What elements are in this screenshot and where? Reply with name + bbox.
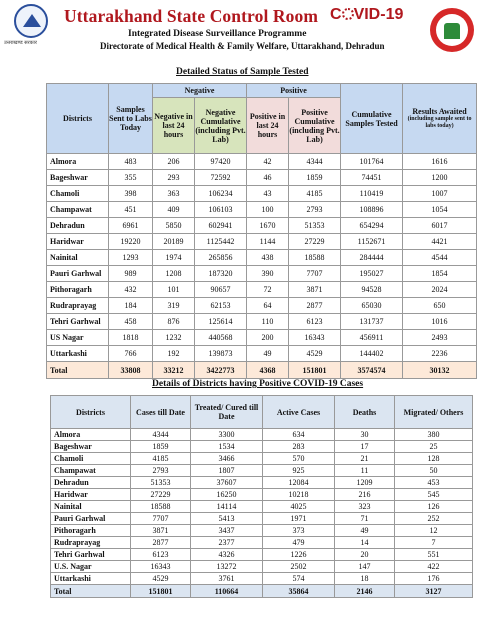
value-cell: 100 [247,202,289,218]
table-row [47,346,477,362]
value-cell: 12084 [263,477,335,489]
value-cell: 634 [263,429,335,441]
total-label: Total [51,585,131,598]
value-cell: 2877 [131,537,191,549]
value-cell: 252 [395,513,473,525]
value-cell: 2377 [191,537,263,549]
national-health-mission-logo-icon [430,8,474,52]
value-cell: 1152671 [341,234,403,250]
value-cell: 1016 [403,314,477,330]
table-row [47,234,477,250]
table-row [51,453,473,465]
value-cell: 1974 [153,250,195,266]
value-cell: 5850 [153,218,195,234]
value-cell: 6017 [403,218,477,234]
value-cell: 925 [263,465,335,477]
table-row [51,501,473,513]
table-row [47,314,477,330]
value-cell: 128 [395,453,473,465]
total-value: 151801 [131,585,191,598]
value-cell: 4421 [403,234,477,250]
district-cell: Almora [51,429,131,441]
col-header-positive-cumulative: Positive Cumulative (including Pvt. Lab) [289,98,341,154]
table-row [47,218,477,234]
district-cell: Champawat [51,465,131,477]
value-cell: 458 [109,314,153,330]
virus-icon [342,8,354,20]
value-cell: 1226 [263,549,335,561]
value-cell: 1818 [109,330,153,346]
value-cell: 545 [395,489,473,501]
district-cell: Haridwar [47,234,109,250]
value-cell: 49 [247,346,289,362]
district-cell: Chamoli [51,453,131,465]
value-cell: 64 [247,298,289,314]
total-value: 110664 [191,585,263,598]
value-cell: 1859 [131,441,191,453]
col-header-districts: Districts [51,396,131,429]
value-cell: 216 [335,489,395,501]
value-cell: 192 [153,346,195,362]
district-cell: Tehri Garhwal [47,314,109,330]
total-value: 35864 [263,585,335,598]
value-cell: 4344 [131,429,191,441]
total-value: 33212 [153,362,195,379]
value-cell: 1200 [403,170,477,186]
value-cell: 14114 [191,501,263,513]
value-cell: 62153 [195,298,247,314]
value-cell: 1807 [191,465,263,477]
value-cell: 373 [263,525,335,537]
value-cell: 18588 [131,501,191,513]
table-row [47,202,477,218]
value-cell: 18588 [289,250,341,266]
group-header-positive: Positive [247,84,341,98]
total-value: 4368 [247,362,289,379]
value-cell: 1007 [403,186,477,202]
district-cell: Tehri Garhwal [51,549,131,561]
table-row [51,573,473,585]
table-row [47,170,477,186]
value-cell: 6961 [109,218,153,234]
district-cell: Dehradun [51,477,131,489]
value-cell: 72 [247,282,289,298]
district-cell: Pithoragarh [47,282,109,298]
total-value: 151801 [289,362,341,379]
table-row [51,465,473,477]
value-cell: 422 [395,561,473,573]
value-cell: 20189 [153,234,195,250]
value-cell: 71 [335,513,395,525]
value-cell: 7707 [131,513,191,525]
col-header-deaths: Deaths [335,396,395,429]
table-row [51,549,473,561]
value-cell: 139873 [195,346,247,362]
district-cell: US Nagar [47,330,109,346]
value-cell: 1971 [263,513,335,525]
value-cell: 94528 [341,282,403,298]
value-cell: 4544 [403,250,477,266]
samples-tested-table [46,83,477,379]
uttarakhand-emblem-icon [14,4,48,38]
value-cell: 355 [109,170,153,186]
value-cell: 144402 [341,346,403,362]
value-cell: 1232 [153,330,195,346]
col-header-negative-24h: Negative in last 24 hours [153,98,195,154]
value-cell: 10218 [263,489,335,501]
emblem-caption: उत्तराखण्ड सरकार [4,40,37,46]
value-cell: 14 [335,537,395,549]
value-cell: 50 [395,465,473,477]
value-cell: 2024 [403,282,477,298]
covid-logo: C VID-19 [330,6,404,23]
total-value: 3127 [395,585,473,598]
value-cell: 106234 [195,186,247,202]
table-row [47,250,477,266]
value-cell: 97420 [195,154,247,170]
value-cell: 27229 [289,234,341,250]
value-cell: 13272 [191,561,263,573]
value-cell: 650 [403,298,477,314]
table1-title: Detailed Status of Sample Tested [176,67,309,77]
value-cell: 390 [247,266,289,282]
value-cell: 323 [335,501,395,513]
value-cell: 176 [395,573,473,585]
table-row [51,477,473,489]
value-cell: 551 [395,549,473,561]
value-cell: 126 [395,501,473,513]
table-row [51,561,473,573]
value-cell: 46 [247,170,289,186]
total-value: 33808 [109,362,153,379]
value-cell: 6123 [289,314,341,330]
district-cell: Bageshwar [51,441,131,453]
value-cell: 19220 [109,234,153,250]
value-cell: 101 [153,282,195,298]
value-cell: 440568 [195,330,247,346]
value-cell: 131737 [341,314,403,330]
value-cell: 2236 [403,346,477,362]
subtitle-programme: Integrated Disease Surveillance Programme [128,29,307,39]
value-cell: 30 [335,429,395,441]
value-cell: 319 [153,298,195,314]
table-row [47,298,477,314]
group-header-negative: Negative [153,84,247,98]
value-cell: 1293 [109,250,153,266]
value-cell: 110419 [341,186,403,202]
value-cell: 200 [247,330,289,346]
value-cell: 7707 [289,266,341,282]
value-cell: 195027 [341,266,403,282]
value-cell: 4529 [289,346,341,362]
district-cell: U.S. Nagar [51,561,131,573]
value-cell: 65030 [341,298,403,314]
col-header-districts: Districts [47,84,109,154]
value-cell: 4185 [289,186,341,202]
district-cell: Dehradun [47,218,109,234]
value-cell: 989 [109,266,153,282]
value-cell: 5413 [191,513,263,525]
value-cell: 187320 [195,266,247,282]
value-cell: 16343 [131,561,191,573]
value-cell: 4529 [131,573,191,585]
value-cell: 16250 [191,489,263,501]
value-cell: 17 [335,441,395,453]
district-cell: Uttarkashi [47,346,109,362]
value-cell: 51353 [289,218,341,234]
value-cell: 398 [109,186,153,202]
value-cell: 20 [335,549,395,561]
value-cell: 1208 [153,266,195,282]
district-cell: Champawat [47,202,109,218]
district-cell: Nainital [47,250,109,266]
value-cell: 1054 [403,202,477,218]
value-cell: 602941 [195,218,247,234]
value-cell: 90657 [195,282,247,298]
total-value: 3574574 [341,362,403,379]
col-header-migrated: Migrated/ Others [395,396,473,429]
value-cell: 206 [153,154,195,170]
value-cell: 12 [395,525,473,537]
district-cell: Pauri Garhwal [47,266,109,282]
value-cell: 101764 [341,154,403,170]
table-row [47,330,477,346]
col-header-cured: Treated/ Cured till Date [191,396,263,429]
value-cell: 483 [109,154,153,170]
col-header-cases-till-date: Cases till Date [131,396,191,429]
value-cell: 456911 [341,330,403,346]
value-cell: 72592 [195,170,247,186]
district-cell: Bageshwar [47,170,109,186]
value-cell: 7 [395,537,473,549]
value-cell: 125614 [195,314,247,330]
value-cell: 2793 [289,202,341,218]
value-cell: 1125442 [195,234,247,250]
total-value: 3422773 [195,362,247,379]
value-cell: 479 [263,537,335,549]
subtitle-directorate: Directorate of Medical Health & Family Welfare, Uttarakhand, Dehradun [100,41,385,51]
value-cell: 42 [247,154,289,170]
page-title: Uttarakhand State Control Room [64,6,318,26]
value-cell: 2877 [289,298,341,314]
value-cell: 11 [335,465,395,477]
value-cell: 574 [263,573,335,585]
table2-title: Details of Districts having Positive COVID-19 Cases [152,379,364,389]
value-cell: 3871 [289,282,341,298]
col-header-active-cases: Active Cases [263,396,335,429]
district-cell: Almora [47,154,109,170]
value-cell: 1859 [289,170,341,186]
value-cell: 432 [109,282,153,298]
value-cell: 21 [335,453,395,465]
value-cell: 570 [263,453,335,465]
value-cell: 284444 [341,250,403,266]
value-cell: 4185 [131,453,191,465]
value-cell: 3466 [191,453,263,465]
table-row [47,154,477,170]
value-cell: 1209 [335,477,395,489]
value-cell: 1534 [191,441,263,453]
table-row [47,266,477,282]
value-cell: 106103 [195,202,247,218]
col-header-positive-24h: Positive in last 24 hours [247,98,289,154]
value-cell: 51353 [131,477,191,489]
value-cell: 3761 [191,573,263,585]
report-header [0,0,478,62]
table-row [47,186,477,202]
district-cell: Rudraprayag [51,537,131,549]
value-cell: 3437 [191,525,263,537]
value-cell: 2493 [403,330,477,346]
district-cell: Nainital [51,501,131,513]
value-cell: 3300 [191,429,263,441]
value-cell: 43 [247,186,289,202]
value-cell: 876 [153,314,195,330]
total-value: 30132 [403,362,477,379]
value-cell: 438 [247,250,289,266]
total-label: Total [47,362,109,379]
value-cell: 4025 [263,501,335,513]
district-cell: Haridwar [51,489,131,501]
table-row [51,429,473,441]
value-cell: 25 [395,441,473,453]
value-cell: 110 [247,314,289,330]
col-header-cumulative-tested: Cumulative Samples Tested [341,84,403,154]
value-cell: 37607 [191,477,263,489]
value-cell: 3871 [131,525,191,537]
district-cell: Pauri Garhwal [51,513,131,525]
total-row [51,585,473,598]
value-cell: 453 [395,477,473,489]
value-cell: 1616 [403,154,477,170]
total-value: 2146 [335,585,395,598]
value-cell: 16343 [289,330,341,346]
value-cell: 1854 [403,266,477,282]
district-cell: Pithoragarh [51,525,131,537]
total-row [47,362,477,379]
value-cell: 265856 [195,250,247,266]
district-cell: Rudraprayag [47,298,109,314]
table-row [51,537,473,549]
value-cell: 27229 [131,489,191,501]
value-cell: 654294 [341,218,403,234]
positive-cases-table [50,395,473,598]
value-cell: 766 [109,346,153,362]
value-cell: 147 [335,561,395,573]
value-cell: 184 [109,298,153,314]
value-cell: 451 [109,202,153,218]
value-cell: 108896 [341,202,403,218]
value-cell: 380 [395,429,473,441]
value-cell: 6123 [131,549,191,561]
table-row [47,282,477,298]
value-cell: 4326 [191,549,263,561]
table-row [51,513,473,525]
value-cell: 1670 [247,218,289,234]
table-row [51,441,473,453]
value-cell: 49 [335,525,395,537]
value-cell: 74451 [341,170,403,186]
value-cell: 363 [153,186,195,202]
value-cell: 18 [335,573,395,585]
table-row [51,489,473,501]
value-cell: 2793 [131,465,191,477]
value-cell: 4344 [289,154,341,170]
value-cell: 293 [153,170,195,186]
value-cell: 409 [153,202,195,218]
col-header-results-awaited: Results Awaited (including sample sent to labs today) [403,84,477,154]
table-row [51,525,473,537]
district-cell: Uttarkashi [51,573,131,585]
value-cell: 1144 [247,234,289,250]
district-cell: Chamoli [47,186,109,202]
col-header-negative-cumulative: Negative Cumulative (including Pvt. Lab) [195,98,247,154]
col-header-samples-today: Samples Sent to Labs Today [109,84,153,154]
value-cell: 2502 [263,561,335,573]
value-cell: 283 [263,441,335,453]
